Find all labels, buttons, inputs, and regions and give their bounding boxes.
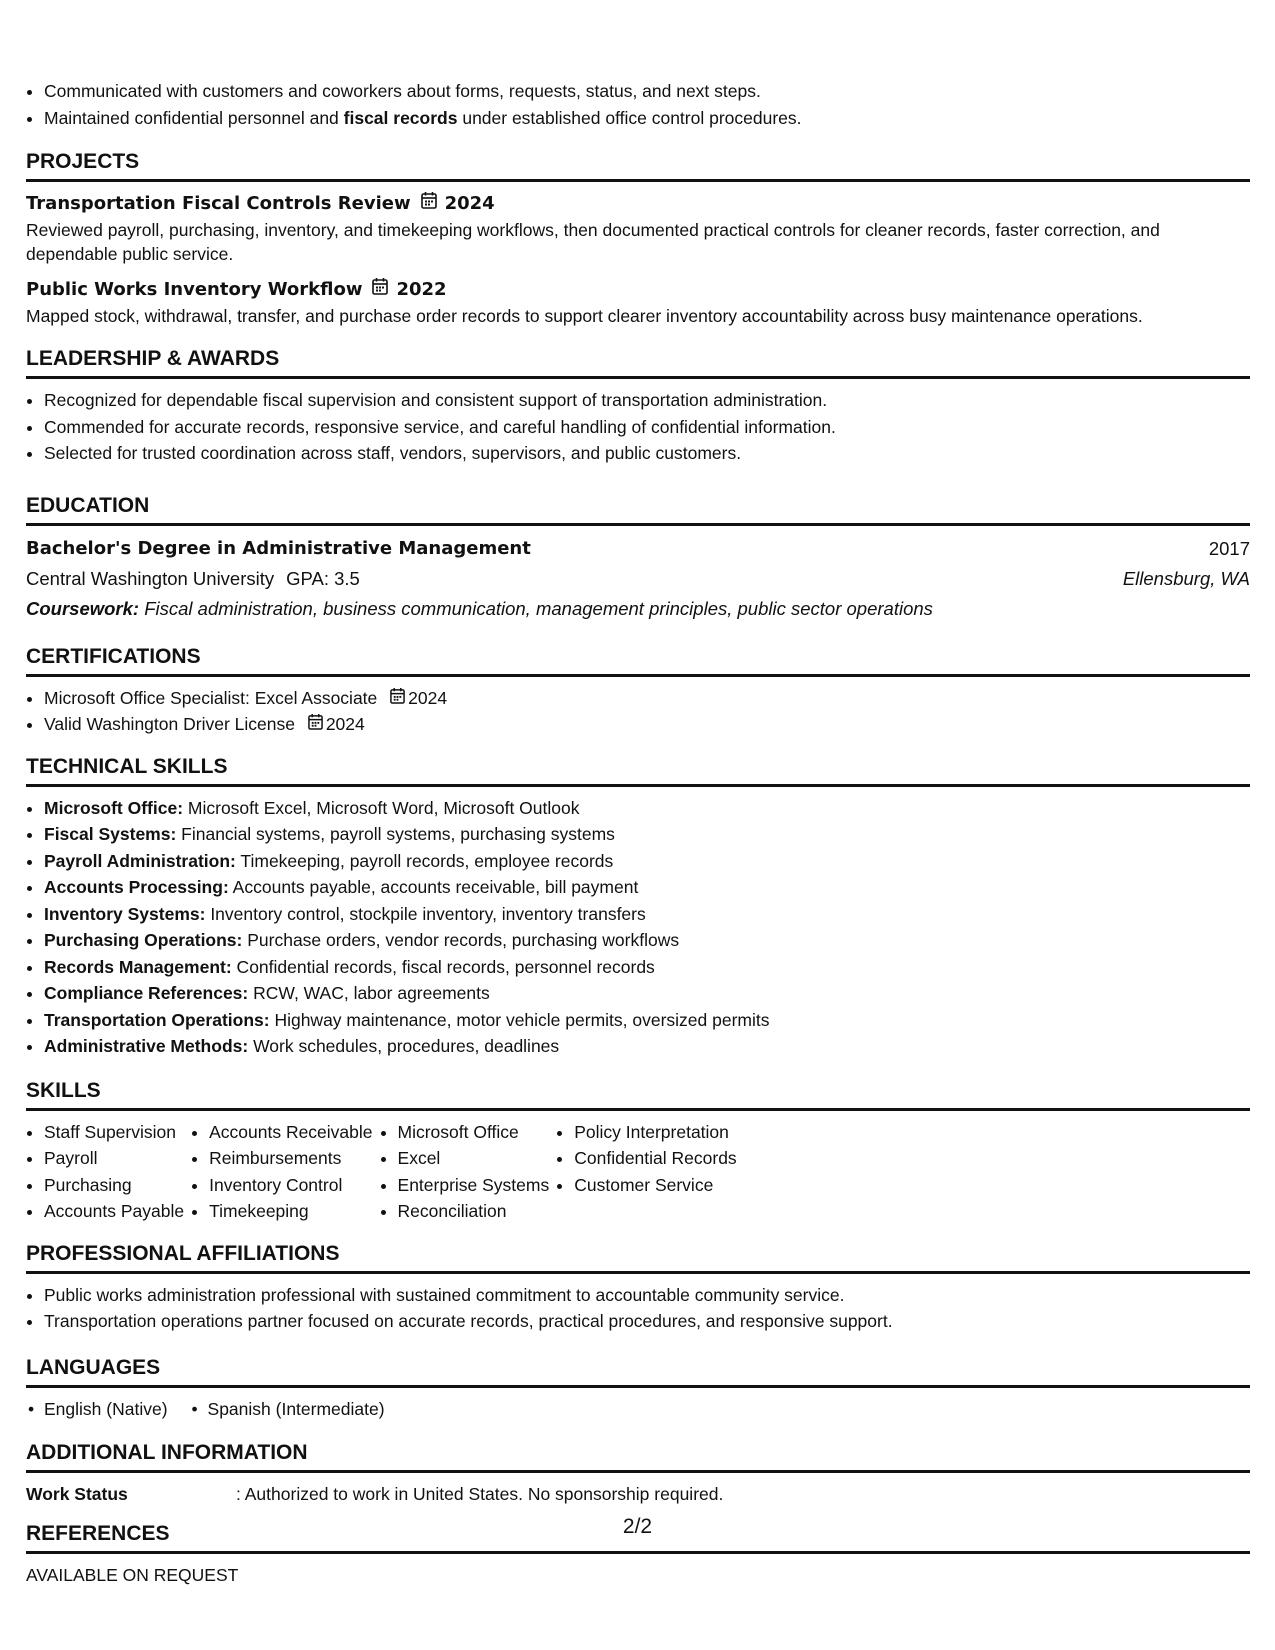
technical-skill-item xyxy=(44,901,1250,928)
technical-skills-list xyxy=(26,795,1250,1060)
certification-item xyxy=(44,685,1250,712)
bullet-text: under established office control procedures. xyxy=(457,107,802,128)
project-date xyxy=(421,190,495,218)
coursework xyxy=(26,594,1250,624)
certification-date xyxy=(308,711,365,738)
skill-values: Purchase orders, vendor records, purchasing workflows xyxy=(242,930,680,950)
skill-category: Administrative Methods: xyxy=(44,1036,249,1056)
skill-values: Confidential records, fiscal records, personnel records xyxy=(231,956,655,977)
skill-values: Financial systems, payroll systems, purchasing systems xyxy=(176,824,615,844)
project-title: Public Works Inventory Workflow xyxy=(26,279,363,300)
skill-item: • Microsoft Office xyxy=(398,1119,550,1146)
skill-values: Microsoft Excel, Microsoft Word, Microsoft Outlook xyxy=(183,797,580,818)
bullet-text: Maintained confidential personnel and xyxy=(44,107,344,128)
project-title: Transportation Fiscal Controls Review xyxy=(26,193,411,214)
skill-item: • Staff Supervision xyxy=(44,1119,184,1146)
skills-column xyxy=(377,1119,550,1225)
project-item xyxy=(26,190,1250,266)
work-status-value: : Authorized to work in United States. No sponsorship required. xyxy=(236,1484,724,1504)
project-title-row xyxy=(26,190,1250,218)
skill-values: Timekeeping, payroll records, employee records xyxy=(235,850,614,871)
skill-values: Work schedules, procedures, deadlines xyxy=(248,1036,560,1056)
bullet-text: Communicated with customers and coworkers about forms, requests, status, and next steps. xyxy=(44,81,761,101)
skills-section xyxy=(26,1078,1250,1225)
skill-values: Highway maintenance, motor vehicle permits, oversized permits xyxy=(269,1009,770,1030)
education-degree-row xyxy=(26,534,1250,564)
affiliation-item: • Transportation operations partner focused on accurate records, practical procedures, and responsive support. xyxy=(44,1308,1250,1335)
skill-item: • Excel xyxy=(398,1145,550,1172)
language-item: • Spanish (Intermediate) xyxy=(190,1396,385,1423)
languages-heading: LANGUAGES xyxy=(26,1355,1250,1388)
technical-skill-item xyxy=(44,954,1250,981)
education-year: 2017 xyxy=(1208,537,1250,559)
languages-list xyxy=(26,1396,1250,1423)
affiliations-list xyxy=(26,1282,1250,1335)
skill-item: • Timekeeping xyxy=(209,1198,372,1225)
skill-category: Microsoft Office: xyxy=(44,797,184,818)
skill-category: Fiscal Systems: xyxy=(44,824,177,844)
experience-bullets xyxy=(26,78,1250,131)
project-description: Reviewed payroll, purchasing, inventory, and timekeeping workflows, then documented practical controls for cleaner records, faster correction, and dependable public service. xyxy=(26,220,1160,264)
certification-year: 2024 xyxy=(408,687,448,708)
skill-item: • Accounts Receivable xyxy=(209,1119,372,1146)
coursework-label: Coursework: xyxy=(26,597,140,619)
school-name: Central Washington University xyxy=(26,567,275,589)
additional-info-heading: ADDITIONAL INFORMATION xyxy=(26,1440,1250,1473)
technical-skill-item xyxy=(44,795,1250,822)
skill-item: • Accounts Payable xyxy=(44,1198,184,1225)
resume-content xyxy=(26,78,1250,1588)
technical-skill-item xyxy=(44,980,1250,1007)
project-title-row xyxy=(26,276,1250,304)
certification-date xyxy=(390,685,447,712)
leadership-item: • Commended for accurate records, responsive service, and careful handling of confidential information. xyxy=(44,414,1250,441)
technical-skill-item xyxy=(44,1007,1250,1034)
skills-grid xyxy=(26,1119,1250,1225)
skill-item: • Inventory Control xyxy=(209,1172,372,1199)
leadership-list xyxy=(26,387,1250,467)
experience-continued xyxy=(26,78,1250,131)
project-year: 2024 xyxy=(444,193,495,214)
technical-skill-item xyxy=(44,927,1250,954)
school-block xyxy=(26,564,360,594)
certifications-section xyxy=(26,644,1250,738)
skill-values: Accounts payable, accounts receivable, bill payment xyxy=(228,877,639,897)
projects-section xyxy=(26,149,1250,328)
skill-category: Payroll Administration: xyxy=(44,850,236,871)
skill-item: • Enterprise Systems xyxy=(398,1172,550,1199)
page-number: 2/2 xyxy=(622,1515,653,1538)
technical-skills-heading: TECHNICAL SKILLS xyxy=(26,754,1250,787)
skill-values: RCW, WAC, labor agreements xyxy=(248,983,490,1003)
technical-skill-item xyxy=(44,848,1250,875)
school-location: Ellensburg, WA xyxy=(1122,567,1250,589)
skills-column xyxy=(188,1119,372,1225)
skills-column xyxy=(553,1119,736,1225)
skill-item: • Reimbursements xyxy=(209,1145,372,1172)
skill-category: Records Management: xyxy=(44,956,232,977)
leadership-item: • Selected for trusted coordination across staff, vendors, supervisors, and public customers. xyxy=(44,440,1250,467)
technical-skill-item xyxy=(44,1033,1250,1060)
project-item xyxy=(26,276,1250,328)
leadership-item: • Recognized for dependable fiscal supervision and consistent support of transportation administration. xyxy=(44,387,1250,414)
skill-category: Transportation Operations: xyxy=(44,1009,270,1030)
project-date xyxy=(372,276,446,304)
bullet-bold-text: fiscal records xyxy=(343,107,458,128)
education-heading: EDUCATION xyxy=(26,493,1250,526)
work-status-label: Work Status xyxy=(26,1484,128,1504)
affiliations-heading: PROFESSIONAL AFFILIATIONS xyxy=(26,1241,1250,1274)
calendar-icon xyxy=(372,276,388,304)
skill-item: • Policy Interpretation xyxy=(574,1119,736,1146)
education-school-row xyxy=(26,564,1250,594)
skill-category: Accounts Processing: xyxy=(44,877,229,897)
experience-bullet xyxy=(44,105,1250,132)
experience-bullet xyxy=(44,78,1250,105)
calendar-icon xyxy=(308,711,323,738)
language-item: • English (Native) xyxy=(26,1396,168,1423)
affiliation-item: • Public works administration professional with sustained commitment to accountable community service. xyxy=(44,1282,1250,1309)
languages-section xyxy=(26,1355,1250,1423)
coursework-text: Fiscal administration, business communication, management principles, public sector operations xyxy=(139,597,933,619)
skill-category: Compliance References: xyxy=(44,983,249,1003)
calendar-icon xyxy=(421,190,437,218)
project-year: 2022 xyxy=(396,279,447,300)
work-status-row xyxy=(26,1481,1250,1507)
leadership-section xyxy=(26,346,1250,467)
skill-item: • Confidential Records xyxy=(574,1145,736,1172)
additional-info-section xyxy=(26,1440,1250,1507)
certification-name: Valid Washington Driver License xyxy=(44,714,295,734)
certifications-list xyxy=(26,685,1250,738)
references-text: AVAILABLE ON REQUEST xyxy=(26,1565,239,1585)
certification-name: Microsoft Office Specialist: Excel Associate xyxy=(44,687,378,708)
references-heading: REFERENCES xyxy=(26,1521,1250,1554)
degree-title: Bachelor's Degree in Administrative Management xyxy=(26,537,531,559)
skill-item: • Purchasing xyxy=(44,1172,184,1199)
affiliations-section xyxy=(26,1241,1250,1335)
leadership-heading: LEADERSHIP & AWARDS xyxy=(26,346,1250,379)
project-description: Mapped stock, withdrawal, transfer, and purchase order records to support clearer inventory accountability across busy maintenance operations. xyxy=(26,306,1143,326)
skill-values: Inventory control, stockpile inventory, inventory transfers xyxy=(205,903,646,924)
certification-item xyxy=(44,711,1250,738)
skill-item: • Customer Service xyxy=(574,1172,736,1199)
projects-heading: PROJECTS xyxy=(26,149,1250,182)
certification-year: 2024 xyxy=(325,714,365,734)
skills-column xyxy=(26,1119,184,1225)
technical-skill-item xyxy=(44,874,1250,901)
calendar-icon xyxy=(390,685,405,712)
skill-item: • Reconciliation xyxy=(398,1198,550,1225)
technical-skill-item xyxy=(44,821,1250,848)
gpa: GPA: 3.5 xyxy=(286,567,360,589)
education-section xyxy=(26,493,1250,624)
skills-heading: SKILLS xyxy=(26,1078,1250,1111)
skill-category: Purchasing Operations: xyxy=(44,930,243,950)
certifications-heading: CERTIFICATIONS xyxy=(26,644,1250,677)
skill-item: • Payroll xyxy=(44,1145,184,1172)
skill-category: Inventory Systems: xyxy=(44,903,206,924)
technical-skills-section xyxy=(26,754,1250,1060)
